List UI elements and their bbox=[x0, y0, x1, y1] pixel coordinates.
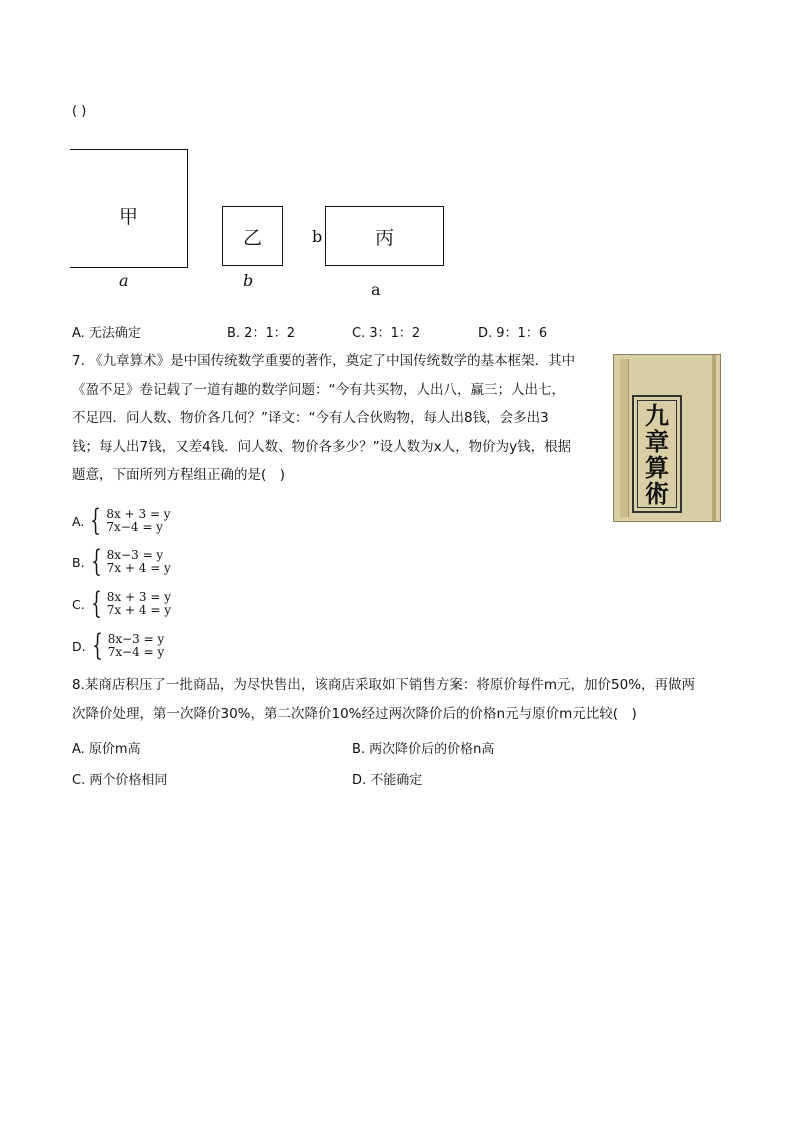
q7-option-b-eq1: 8x−3 = y bbox=[106, 548, 164, 562]
rect-jia-label: 甲 bbox=[118, 206, 138, 228]
q7-option-d-eq1: 8x−3 = y bbox=[107, 632, 165, 646]
q7-option-a-eq1: 8x + 3 = y bbox=[106, 507, 171, 521]
q6-option-b[interactable]: B. 2：1：2 bbox=[227, 326, 295, 341]
q7-option-c-label: C. bbox=[72, 596, 85, 612]
rect-yi-side-label: b bbox=[243, 271, 254, 290]
q8-stem bbox=[72, 671, 732, 728]
answer-blank: ( ) bbox=[72, 104, 87, 119]
rect-yi bbox=[222, 206, 283, 266]
q6-option-a[interactable]: A. 无法确定 bbox=[72, 326, 141, 341]
rect-jia-side-label: a bbox=[119, 271, 129, 290]
cover-title-text: 九章算術 bbox=[645, 401, 669, 508]
q6-option-c[interactable]: C. 3：1：2 bbox=[352, 326, 421, 341]
q7-option-c-eq1: 8x + 3 = y bbox=[106, 590, 171, 604]
q8-line-2: 次降价处理，第一次降价30%，第二次降价10%经过两次降价后的价格n元与原价m元比较( ) bbox=[72, 705, 637, 722]
q7-line-3: 不足四．问人数、物价各几何？”译文：“今有人合伙购物，每人出8钱，会多出3 bbox=[72, 410, 549, 426]
q7-option-d-label: D. bbox=[72, 638, 86, 654]
q7-option-b-label: B. bbox=[72, 554, 85, 570]
brace-icon: { bbox=[90, 544, 102, 579]
rect-bing-width-label: a bbox=[371, 280, 381, 299]
q7-option-d-eq2: 7x−4 = y bbox=[107, 645, 165, 659]
q7-option-c[interactable] bbox=[72, 586, 171, 621]
jiuzhang-suanshu-cover-image bbox=[613, 354, 721, 522]
rect-bing bbox=[325, 206, 444, 266]
q7-line-1: 7. 《九章算术》是中国传统数学重要的著作，奠定了中国传统数学的基本框架．其中 bbox=[72, 353, 576, 369]
q8-option-d[interactable]: D. 不能确定 bbox=[352, 773, 423, 788]
q7-option-a[interactable] bbox=[72, 503, 171, 538]
cover-title-frame bbox=[632, 395, 682, 513]
q7-option-a-eq2: 7x−4 = y bbox=[106, 520, 163, 534]
brace-icon: { bbox=[91, 628, 103, 663]
brace-icon: { bbox=[90, 586, 102, 621]
rect-jia bbox=[70, 149, 188, 268]
q8-option-b[interactable]: B. 两次降价后的价格n高 bbox=[352, 742, 495, 757]
q7-stem bbox=[72, 347, 597, 490]
brace-icon: { bbox=[90, 503, 102, 538]
q8-option-c[interactable]: C. 两个价格相同 bbox=[72, 773, 168, 788]
rect-yi-label: 乙 bbox=[242, 227, 262, 249]
q7-option-d[interactable] bbox=[72, 628, 165, 663]
rect-bing-label: 丙 bbox=[374, 227, 394, 249]
q7-option-b-eq2: 7x + 4 = y bbox=[106, 561, 171, 575]
q6-option-d[interactable]: D. 9：1：6 bbox=[478, 326, 548, 341]
q8-line-1: 8.某商店积压了一批商品，为尽快售出，该商店采取如下销售方案：将原价每件m元，加价50%，再做两 bbox=[72, 677, 696, 693]
q7-option-a-label: A. bbox=[72, 513, 85, 529]
q7-option-c-eq2: 7x + 4 = y bbox=[106, 603, 171, 617]
q7-line-4: 钱；每人出7钱，又差4钱．问人数、物价各多少？”设人数为x人，物价为y钱，根据 bbox=[72, 438, 572, 455]
q7-line-5: 题意，下面所列方程组正确的是( ) bbox=[72, 467, 286, 483]
q8-option-a[interactable]: A. 原价m高 bbox=[72, 742, 141, 757]
q7-line-2: 《盈不足》卷记载了一道有趣的数学问题：“今有共买物，人出八，赢三；人出七， bbox=[72, 381, 565, 398]
q7-option-b[interactable] bbox=[72, 544, 171, 579]
rect-bing-height-label: b bbox=[312, 227, 323, 246]
